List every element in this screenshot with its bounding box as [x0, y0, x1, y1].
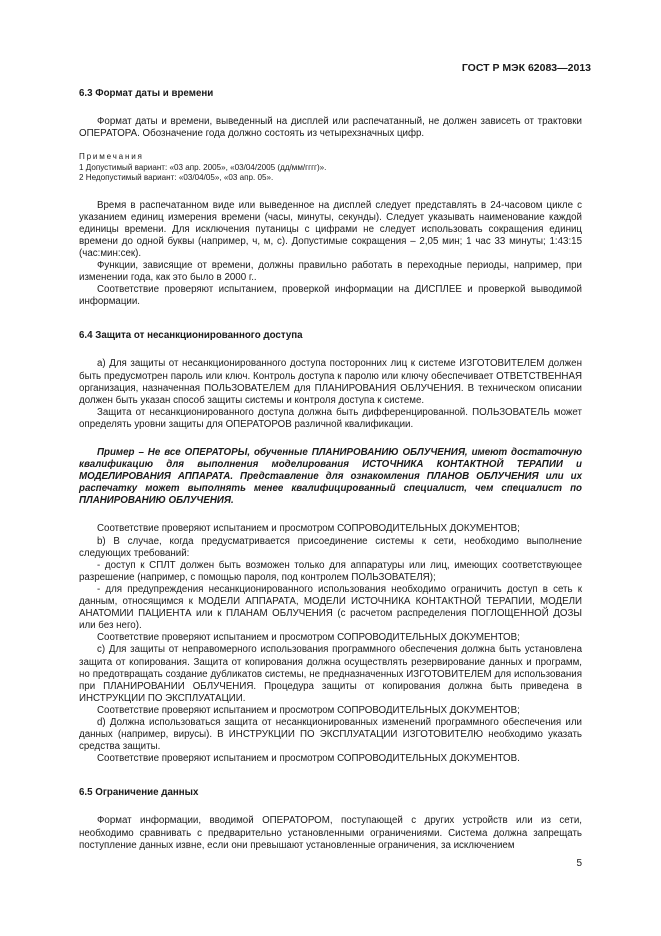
paragraph: Время в распечатанном виде или выведенное на дисплей следует представлять в 24-часовом цикле с указанием единиц измерения времени (часы, минуты, секунды). Следует указывать наименование каждой единицы времени. Для исключения путаницы с цифрами не следует использовать сокращения единиц времени до одной буквы (например, ч, м, с). Допустимые сокращения – 2,05 мин; 1 час 33 минуты; 1:43:15 (час:мин:сек). [79, 199, 582, 259]
compliance-statement: Соответствие проверяют испытанием и просмотром СОПРОВОДИТЕЛЬНЫХ ДОКУМЕНТОВ. [97, 753, 520, 765]
list-item: - для предупреждения несанкционированного использования необходимо ограничить доступ в сеть к данным, относящимся к МОДЕЛИ АППАРАТА, МОДЕЛИ ИСТОЧНИКА КОНТАКТНОЙ ТЕРАПИИ, МОДЕЛИ АНАТОМИИ ПАЦИЕНТА или к ПЛАНАМ ОБЛУЧЕНИЯ (с расчетом распределения ПОГЛОЩЕННОЙ ДОЗЫ или без него). [79, 583, 582, 632]
paragraph: Защита от несанкционированного доступа должна быть дифференцированной. ПОЛЬЗОВАТЕЛЬ может определять уровни защиты для ОПЕРАТОРОВ различной квалификации. [79, 406, 582, 430]
paragraph: b) В случае, когда предусматривается присоединение системы к сети, необходимо выполнение следующих требований: [79, 535, 582, 559]
compliance-statement: Соответствие проверяют испытанием и просмотром СОПРОВОДИТЕЛЬНЫХ ДОКУМЕНТОВ; [97, 704, 520, 716]
example-paragraph: Пример – Не все ОПЕРАТОРЫ, обученные ПЛАНИРОВАНИЮ ОБЛУЧЕНИЯ, имеют достаточную квалификацию для выполнения моделирования ИСТОЧНИКА КОНТАКТНОЙ ТЕРАПИИ и МОДЕЛИРОВАНИЯ АППАРАТА. Представление для ознакомления ПЛАНОВ ОБЛУЧЕНИЯ или их распечатку может выполнять менее квалифицированный специалист, чем специалист по ПЛАНИРОВАНИЮ ОБЛУЧЕНИЯ. [79, 447, 582, 507]
document-id: ГОСТ Р МЭК 62083—2013 [461, 62, 591, 74]
notes-block [79, 152, 582, 183]
paragraph: а) Для защиты от несанкционированного доступа посторонних лиц к системе ИЗГОТОВИТЕЛЕМ должен быть предусмотрен пароль или ключ. Контроль доступа к паролю или ключу обеспечивает ОТВЕТСТВЕННАЯ организация, назначенная ПОЛЬЗОВАТЕЛЕМ для ПЛАНИРОВАНИЯ ОБЛУЧЕНИЯ. В техническом описании должен быть указан способ защиты системы и контроля доступа к системе. [79, 358, 582, 406]
page-body [79, 88, 582, 852]
compliance-statement: Соответствие проверяют испытанием и просмотром СОПРОВОДИТЕЛЬНЫХ ДОКУМЕНТОВ; [97, 523, 520, 535]
note-item: 1 Допустимый вариант: «03 апр. 2005», «03/04/2005 (дд/мм/гггг)». [79, 162, 327, 172]
paragraph: с) Для защиты от неправомерного использования программного обеспечения должна быть установлена защита от копирования. Защита от копирования должна осуществлять резервирование данных и программ, но предотвращать создание дубликатов системы, не предназначенных ИЗГОТОВИТЕЛЕМ для использования при ПЛАНИРОВАНИИ ОБЛУЧЕНИЯ. Процедура защиты от копирования должна быть приведена в ИНСТРУКЦИИ ПО ЭКСПЛУАТАЦИИ. [79, 644, 582, 704]
paragraph: Формат даты и времени, выведенный на дисплей или распечатанный, не должен зависеть от трактовки ОПЕРАТОРА. Обозначение года должно состоять из четырехзначных цифр. [79, 116, 582, 140]
section-6-3-heading: 6.3 Формат даты и времени [79, 88, 214, 99]
section-6-4-heading: 6.4 Защита от несанкционированного доступа [79, 330, 303, 342]
compliance-statement: Соответствие проверяют испытанием и просмотром СОПРОВОДИТЕЛЬНЫХ ДОКУМЕНТОВ; [97, 632, 520, 644]
paragraph: Формат информации, вводимой ОПЕРАТОРОМ, поступающей с других устройств или из сети, необходимо сравнивать с предварительно установленными ограничениями. Система должна запрещать поступление данных извне, если они превышают установленные ограничения, за исключением [79, 815, 582, 851]
list-item: - доступ к СПЛТ должен быть возможен только для аппаратуры или лиц, имеющих соответствующее разрешение (например, с помощью пароля, под контролем ПОЛЬЗОВАТЕЛЯ); [79, 559, 582, 583]
page-number: 5 [576, 858, 582, 869]
section-6-5-heading: 6.5 Ограничение данных [79, 787, 199, 799]
note-item: 2 Недопустимый вариант: «03/04/05», «03 апр. 05». [79, 173, 274, 183]
paragraph: Функции, зависящие от времени, должны правильно работать в переходные периоды, например, при изменении года, как это было в 2000 г.. [79, 259, 582, 284]
notes-caption: Примечания [79, 152, 144, 162]
paragraph: d) Должна использоваться защита от несанкционированных изменений программного обеспечения или данных (например, вирусы). В ИНСТРУКЦИИ ПО ЭКСПЛУАТАЦИИ ИЗГОТОВИТЕЛЮ необходимо указать средства защиты. [79, 716, 582, 753]
paragraph: Соответствие проверяют испытанием, проверкой информации на ДИСПЛЕЕ и проверкой выводимой информации. [79, 284, 582, 308]
